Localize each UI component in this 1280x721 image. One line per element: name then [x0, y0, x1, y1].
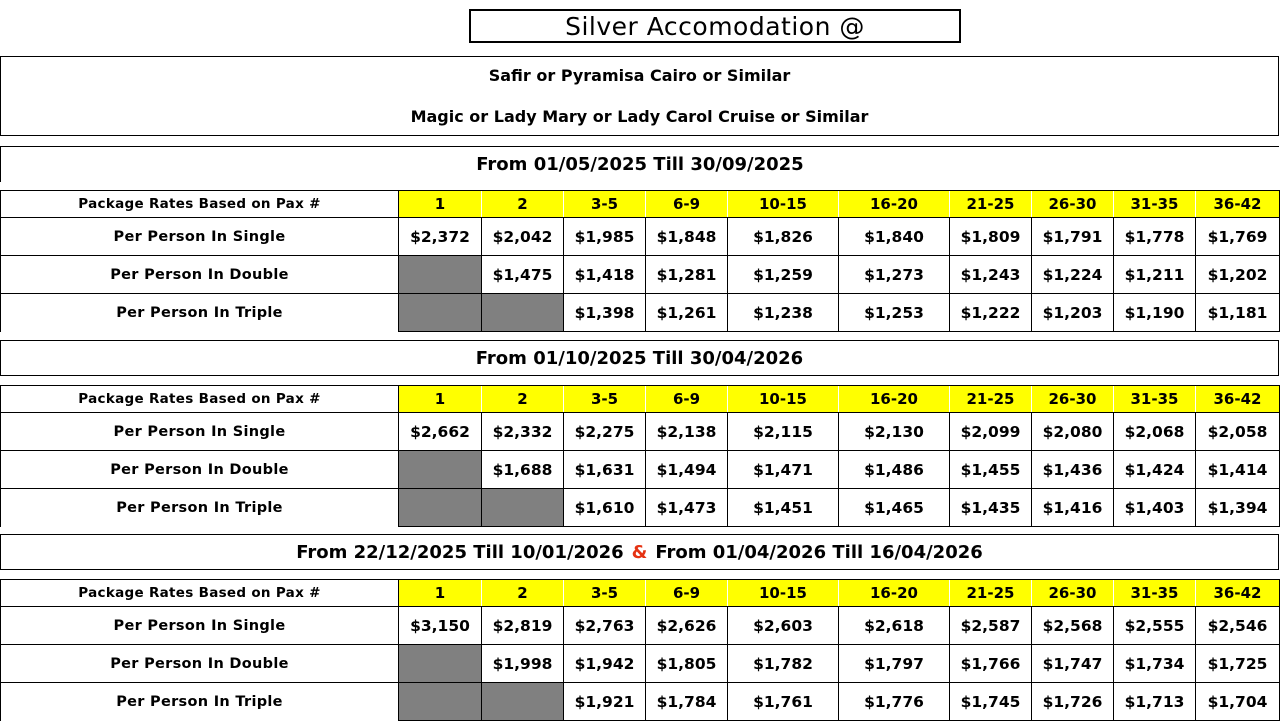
price-cell: $1,766: [950, 645, 1032, 683]
pax-column-header: 21-25: [950, 386, 1032, 413]
pax-column-header: 6-9: [646, 386, 728, 413]
price-cell: $1,418: [564, 256, 646, 294]
pax-column-header: 36-42: [1196, 386, 1280, 413]
price-cell: $1,403: [1114, 489, 1196, 527]
price-cell: $1,414: [1196, 451, 1280, 489]
price-cell: $1,942: [564, 645, 646, 683]
price-cell: $1,424: [1114, 451, 1196, 489]
na-cell: [399, 645, 482, 683]
price-cell: $1,238: [728, 294, 839, 332]
header-label: Package Rates Based on Pax #: [1, 386, 399, 413]
price-cell: $1,631: [564, 451, 646, 489]
price-cell: $1,776: [839, 683, 950, 721]
price-cell: $1,471: [728, 451, 839, 489]
na-cell: [482, 683, 564, 721]
pax-column-header: 6-9: [646, 191, 728, 218]
price-cell: $2,332: [482, 413, 564, 451]
pax-column-header: 26-30: [1032, 386, 1114, 413]
price-cell: $1,273: [839, 256, 950, 294]
pax-column-header: 10-15: [728, 580, 839, 607]
price-cell: $2,819: [482, 607, 564, 645]
page-title: Silver Accomodation @: [469, 9, 961, 43]
table-row: [1, 294, 1280, 332]
pax-column-header: 2: [482, 191, 564, 218]
row-label: Per Person In Triple: [1, 489, 399, 527]
price-cell: $1,224: [1032, 256, 1114, 294]
pax-column-header: 6-9: [646, 580, 728, 607]
price-cell: $2,546: [1196, 607, 1280, 645]
pax-column-header: 21-25: [950, 580, 1032, 607]
hotel-line-cairo: Safir or Pyramisa Cairo or Similar: [488, 66, 791, 85]
price-cell: $2,130: [839, 413, 950, 451]
price-cell: $1,181: [1196, 294, 1280, 332]
pax-column-header: 16-20: [839, 580, 950, 607]
pax-column-header: 16-20: [839, 386, 950, 413]
table-row: [1, 218, 1280, 256]
na-cell: [399, 683, 482, 721]
period-1-title: From 01/05/2025 Till 30/09/2025: [0, 146, 1279, 182]
price-cell: $2,372: [399, 218, 482, 256]
price-cell: $1,985: [564, 218, 646, 256]
rates-table-period-1: [0, 190, 1280, 332]
pax-column-header: 16-20: [839, 191, 950, 218]
table-row: [1, 645, 1280, 683]
price-cell: $1,465: [839, 489, 950, 527]
row-label: Per Person In Single: [1, 413, 399, 451]
pax-column-header: 1: [399, 191, 482, 218]
price-cell: $1,778: [1114, 218, 1196, 256]
price-cell: $1,805: [646, 645, 728, 683]
price-cell: $1,486: [839, 451, 950, 489]
price-cell: $1,998: [482, 645, 564, 683]
price-cell: $2,568: [1032, 607, 1114, 645]
pax-column-header: 31-35: [1114, 191, 1196, 218]
price-cell: $1,203: [1032, 294, 1114, 332]
pax-column-header: 31-35: [1114, 386, 1196, 413]
pax-column-header: 3-5: [564, 386, 646, 413]
rates-table-period-2: [0, 385, 1280, 527]
pax-column-header: 10-15: [728, 386, 839, 413]
pax-column-header: 26-30: [1032, 580, 1114, 607]
period-3-title-part1: From 22/12/2025 Till 10/01/2026: [296, 541, 624, 563]
price-cell: $2,042: [482, 218, 564, 256]
pax-column-header: 3-5: [564, 580, 646, 607]
table-row: [1, 256, 1280, 294]
price-cell: $2,603: [728, 607, 839, 645]
price-cell: $2,138: [646, 413, 728, 451]
pax-column-header: 1: [399, 386, 482, 413]
price-cell: $1,791: [1032, 218, 1114, 256]
pax-column-header: 36-42: [1196, 191, 1280, 218]
price-cell: $2,555: [1114, 607, 1196, 645]
price-cell: $1,726: [1032, 683, 1114, 721]
price-cell: $2,115: [728, 413, 839, 451]
hotel-info-box: [0, 56, 1279, 136]
price-cell: $1,610: [564, 489, 646, 527]
na-cell: [399, 489, 482, 527]
table-row: [1, 683, 1280, 721]
period-3-title: [0, 534, 1279, 570]
pax-column-header: 26-30: [1032, 191, 1114, 218]
price-cell: $1,797: [839, 645, 950, 683]
row-label: Per Person In Triple: [1, 683, 399, 721]
hotel-line-cruise: Magic or Lady Mary or Lady Carol Cruise or Similar: [410, 107, 869, 126]
price-cell: $1,202: [1196, 256, 1280, 294]
na-cell: [399, 451, 482, 489]
price-cell: $1,704: [1196, 683, 1280, 721]
price-cell: $1,435: [950, 489, 1032, 527]
price-cell: $1,826: [728, 218, 839, 256]
price-cell: $1,688: [482, 451, 564, 489]
price-cell: $1,769: [1196, 218, 1280, 256]
price-cell: $1,211: [1114, 256, 1196, 294]
price-cell: $1,416: [1032, 489, 1114, 527]
price-cell: $2,058: [1196, 413, 1280, 451]
na-cell: [399, 256, 482, 294]
row-label: Per Person In Double: [1, 645, 399, 683]
table-row: [1, 607, 1280, 645]
row-label: Per Person In Single: [1, 607, 399, 645]
price-cell: $2,275: [564, 413, 646, 451]
price-cell: $1,253: [839, 294, 950, 332]
table-row: [1, 413, 1280, 451]
pax-column-header: 1: [399, 580, 482, 607]
pax-column-header: 2: [482, 386, 564, 413]
header-label: Package Rates Based on Pax #: [1, 191, 399, 218]
price-cell: $1,473: [646, 489, 728, 527]
price-cell: $1,451: [728, 489, 839, 527]
price-cell: $2,662: [399, 413, 482, 451]
price-cell: $1,494: [646, 451, 728, 489]
pax-column-header: 21-25: [950, 191, 1032, 218]
price-cell: $1,734: [1114, 645, 1196, 683]
price-cell: $1,782: [728, 645, 839, 683]
pax-column-header: 3-5: [564, 191, 646, 218]
table-row: [1, 489, 1280, 527]
price-cell: $1,761: [728, 683, 839, 721]
price-cell: $2,763: [564, 607, 646, 645]
ampersand: &: [631, 541, 648, 563]
table-row: [1, 451, 1280, 489]
row-label: Per Person In Double: [1, 256, 399, 294]
price-cell: $1,436: [1032, 451, 1114, 489]
price-cell: $1,243: [950, 256, 1032, 294]
row-label: Per Person In Triple: [1, 294, 399, 332]
price-cell: $2,618: [839, 607, 950, 645]
na-cell: [482, 489, 564, 527]
pax-column-header: 10-15: [728, 191, 839, 218]
price-cell: $1,745: [950, 683, 1032, 721]
pax-column-header: 36-42: [1196, 580, 1280, 607]
price-cell: $1,259: [728, 256, 839, 294]
price-cell: $1,848: [646, 218, 728, 256]
period-3-title-part2: From 01/04/2026 Till 16/04/2026: [655, 541, 983, 563]
price-cell: $1,809: [950, 218, 1032, 256]
price-cell: $1,455: [950, 451, 1032, 489]
price-cell: $1,261: [646, 294, 728, 332]
na-cell: [482, 294, 564, 332]
price-cell: $1,747: [1032, 645, 1114, 683]
period-2-title: From 01/10/2025 Till 30/04/2026: [0, 340, 1279, 376]
price-cell: $1,713: [1114, 683, 1196, 721]
pax-column-header: 2: [482, 580, 564, 607]
price-cell: $2,587: [950, 607, 1032, 645]
price-cell: $1,725: [1196, 645, 1280, 683]
price-cell: $3,150: [399, 607, 482, 645]
price-cell: $1,398: [564, 294, 646, 332]
price-cell: $2,080: [1032, 413, 1114, 451]
price-cell: $2,626: [646, 607, 728, 645]
price-cell: $1,190: [1114, 294, 1196, 332]
price-cell: $1,281: [646, 256, 728, 294]
price-cell: $1,921: [564, 683, 646, 721]
na-cell: [399, 294, 482, 332]
row-label: Per Person In Double: [1, 451, 399, 489]
rates-table-period-3: [0, 579, 1280, 721]
row-label: Per Person In Single: [1, 218, 399, 256]
price-cell: $1,394: [1196, 489, 1280, 527]
price-cell: $1,784: [646, 683, 728, 721]
price-cell: $2,099: [950, 413, 1032, 451]
header-label: Package Rates Based on Pax #: [1, 580, 399, 607]
pax-column-header: 31-35: [1114, 580, 1196, 607]
price-cell: $1,475: [482, 256, 564, 294]
price-cell: $1,222: [950, 294, 1032, 332]
price-cell: $1,840: [839, 218, 950, 256]
price-cell: $2,068: [1114, 413, 1196, 451]
